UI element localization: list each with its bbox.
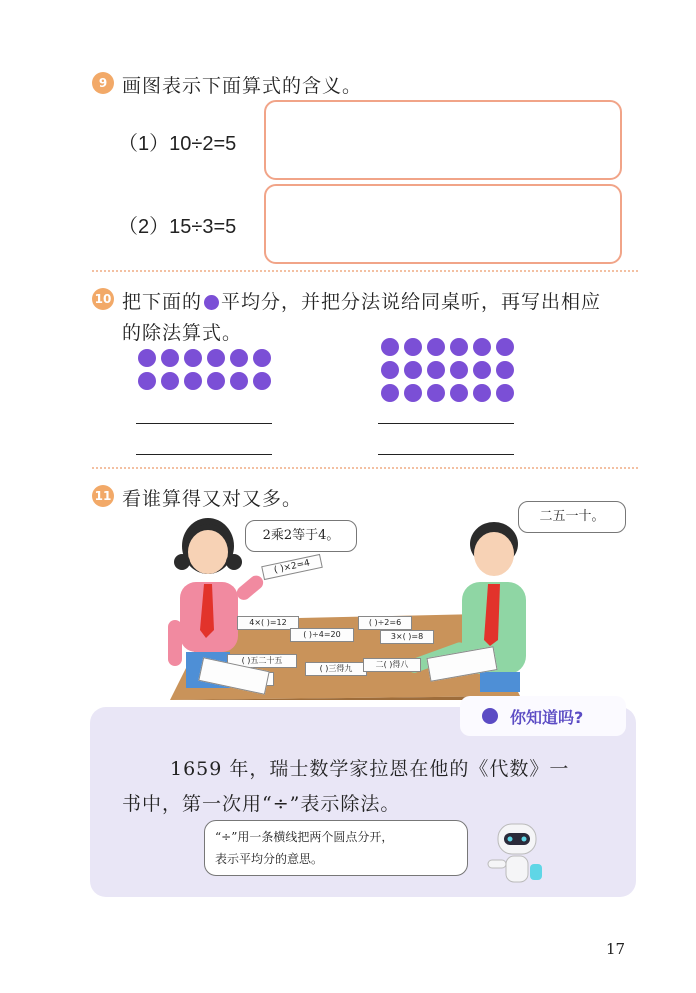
- robot-speech-bubble: [204, 820, 468, 876]
- purple-dot: [161, 372, 179, 390]
- answer-line[interactable]: [378, 423, 514, 424]
- robot-speech-line1: “÷”用一条横线把两个圆点分开，: [215, 830, 394, 844]
- purple-dot: [230, 349, 248, 367]
- question-prompt-line2: 的除法算式。: [122, 322, 243, 344]
- purple-dot: [230, 372, 248, 390]
- equation-card[interactable]: 二( )得八: [363, 658, 421, 672]
- question-prompt: [122, 287, 601, 314]
- purple-dot: [138, 372, 156, 390]
- boy-speech-bubble: 二五一十。: [518, 501, 626, 533]
- equation-card[interactable]: ( )÷2=6: [358, 616, 412, 630]
- purple-dot: [404, 361, 422, 379]
- question-prompt: 画图表示下面算式的含义。: [122, 75, 363, 97]
- purple-dot: [184, 372, 202, 390]
- equation-label: （1）10÷2=5: [118, 133, 237, 155]
- info-paragraph-line1: 1659 年，瑞士数学家拉恩在他的《代数》一: [170, 758, 570, 780]
- equation-card[interactable]: ( )÷4=20: [290, 628, 354, 642]
- answer-line[interactable]: [136, 423, 272, 424]
- info-tab-label: 你知道吗?: [510, 708, 584, 727]
- purple-dot: [404, 384, 422, 402]
- purple-dot: [473, 384, 491, 402]
- info-paragraph-line2: 书中，第一次用“÷”表示除法。: [122, 793, 401, 815]
- purple-dot: [253, 372, 271, 390]
- purple-dot: [450, 361, 468, 379]
- equation-card[interactable]: ( )三得九: [305, 662, 367, 676]
- question-prompt: 看谁算得又对又多。: [122, 488, 303, 510]
- question-number-badge: 10: [92, 288, 114, 310]
- question-number-badge: 11: [92, 485, 114, 507]
- purple-dot: [450, 384, 468, 402]
- question-number-badge: 9: [92, 72, 114, 94]
- purple-dot: [427, 384, 445, 402]
- held-card[interactable]: ( )×2=4: [261, 554, 323, 580]
- equation-label: （2）15÷3=5: [118, 216, 237, 238]
- info-tab: [460, 696, 626, 736]
- purple-dot: [381, 338, 399, 356]
- page-number: 17: [606, 940, 626, 958]
- purple-dot: [496, 361, 514, 379]
- purple-dot: [427, 361, 445, 379]
- purple-dot: [496, 338, 514, 356]
- bar-chart-icon: [482, 708, 498, 724]
- purple-dot: [473, 338, 491, 356]
- robot-speech-line2: 表示平均分的意思。: [215, 852, 324, 866]
- drawing-box[interactable]: [264, 184, 622, 264]
- answer-line[interactable]: [378, 454, 514, 455]
- purple-dot: [381, 361, 399, 379]
- purple-dot: [253, 349, 271, 367]
- purple-dot: [207, 372, 225, 390]
- purple-dot: [450, 338, 468, 356]
- girl-speech-bubble: 2乘2等于4。: [245, 520, 357, 552]
- section-divider: [92, 270, 638, 272]
- purple-dot: [496, 384, 514, 402]
- prompt-text: 把下面的: [122, 291, 203, 313]
- equation-card[interactable]: 3×( )=8: [380, 630, 434, 644]
- equation-card[interactable]: ( )五二十五: [227, 654, 297, 668]
- purple-dot: [184, 349, 202, 367]
- dot-icon: [204, 295, 219, 310]
- robot-icon: [486, 822, 548, 888]
- purple-dot: [427, 338, 445, 356]
- purple-dot: [138, 349, 156, 367]
- section-divider: [92, 467, 638, 469]
- purple-dot: [207, 349, 225, 367]
- equation-card[interactable]: 4×( )=12: [237, 616, 299, 630]
- prompt-text: 平均分，并把分法说给同桌听，再写出相应: [221, 291, 602, 313]
- drawing-box[interactable]: [264, 100, 622, 180]
- answer-line[interactable]: [136, 454, 272, 455]
- purple-dot: [161, 349, 179, 367]
- purple-dot: [381, 384, 399, 402]
- purple-dot: [473, 361, 491, 379]
- purple-dot: [404, 338, 422, 356]
